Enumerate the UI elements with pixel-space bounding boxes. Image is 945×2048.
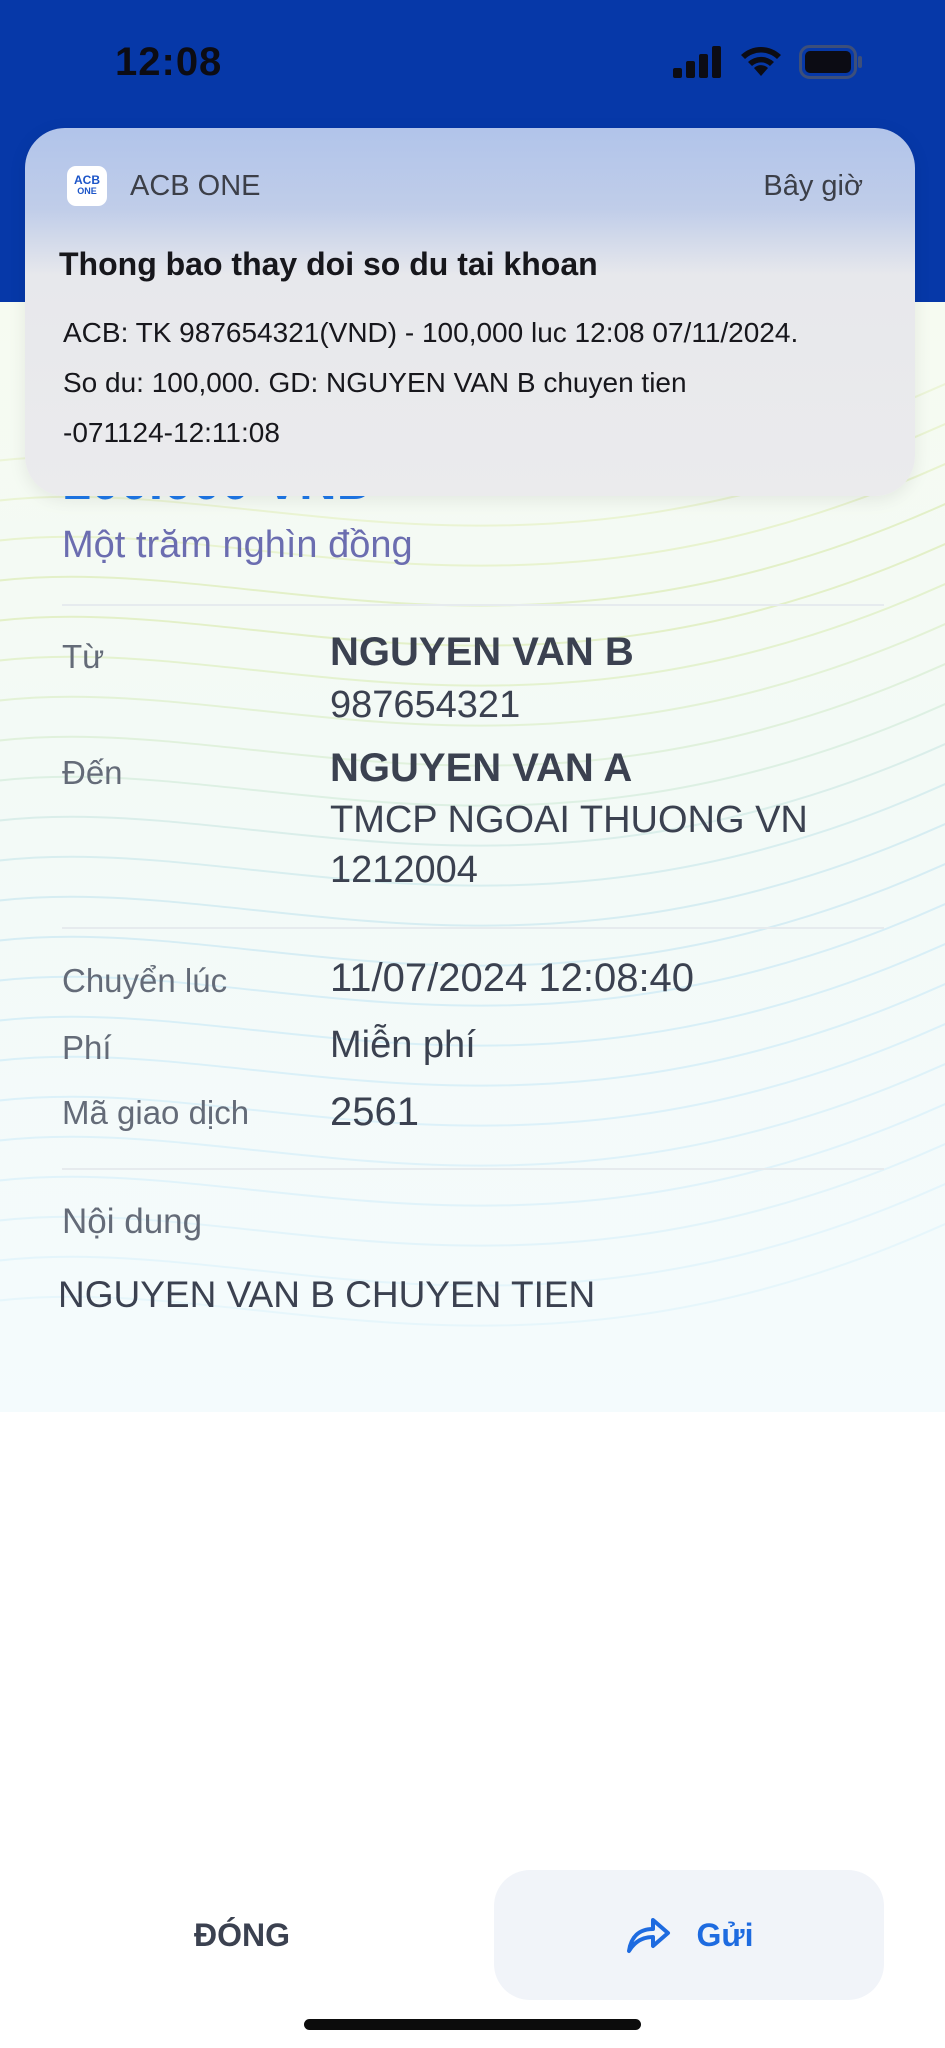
- push-notification[interactable]: [25, 128, 915, 496]
- from-name: NGUYEN VAN B: [330, 630, 634, 674]
- from-label: Từ: [62, 638, 105, 675]
- notification-body-line: -071124-12:11:08: [63, 417, 280, 448]
- notification-body-line: So du: 100,000. GD: NGUYEN VAN B chuyen tien: [63, 367, 687, 398]
- share-forward-icon: [625, 1915, 671, 1955]
- status-bar: [0, 0, 945, 125]
- battery-icon: [799, 45, 863, 79]
- transfer-time-value: 11/07/2024 12:08:40: [330, 956, 695, 1000]
- to-name: NGUYEN VAN A: [330, 746, 633, 790]
- fee-label: Phí: [62, 1029, 112, 1066]
- home-indicator[interactable]: [304, 2019, 641, 2030]
- notification-time: Bây giờ: [763, 170, 863, 202]
- content-label: Nội dung: [62, 1202, 203, 1241]
- to-bank: TMCP NGOAI THUONG VN: [330, 799, 808, 841]
- divider: [62, 1168, 884, 1170]
- amount-in-words: Một trăm nghìn đồng: [62, 524, 413, 566]
- content-value: NGUYEN VAN B CHUYEN TIEN: [58, 1274, 596, 1315]
- from-account: 987654321: [330, 684, 521, 726]
- to-account: 1212004: [330, 849, 478, 891]
- transfer-time-label: Chuyển lúc: [62, 962, 228, 999]
- divider: [62, 927, 884, 929]
- send-button[interactable]: [494, 1870, 884, 2000]
- notification-body-line: ACB: TK 987654321(VND) - 100,000 luc 12:08 07/11/2024.: [63, 317, 799, 348]
- status-icons: [673, 44, 863, 80]
- notification-title: Thong bao thay doi so du tai khoan: [59, 246, 598, 282]
- acb-one-app-icon: [67, 166, 107, 206]
- transaction-id-value: 2561: [330, 1090, 419, 1134]
- notification-app-name: ACB ONE: [130, 170, 261, 202]
- transaction-id-label: Mã giao dịch: [62, 1094, 250, 1131]
- cellular-signal-icon: [673, 46, 723, 78]
- app-icon-text: ONE: [77, 186, 97, 196]
- app-icon-text: ACB: [74, 173, 100, 187]
- to-label: Đến: [62, 754, 123, 791]
- close-button[interactable]: ĐÓNG: [194, 1916, 290, 1953]
- wifi-icon: [739, 46, 783, 78]
- notification-body: [63, 308, 893, 458]
- divider: [62, 604, 884, 606]
- status-time: 12:08: [115, 40, 223, 84]
- send-button-label: Gửi: [696, 1916, 754, 1953]
- fee-value: Miễn phí: [330, 1024, 476, 1066]
